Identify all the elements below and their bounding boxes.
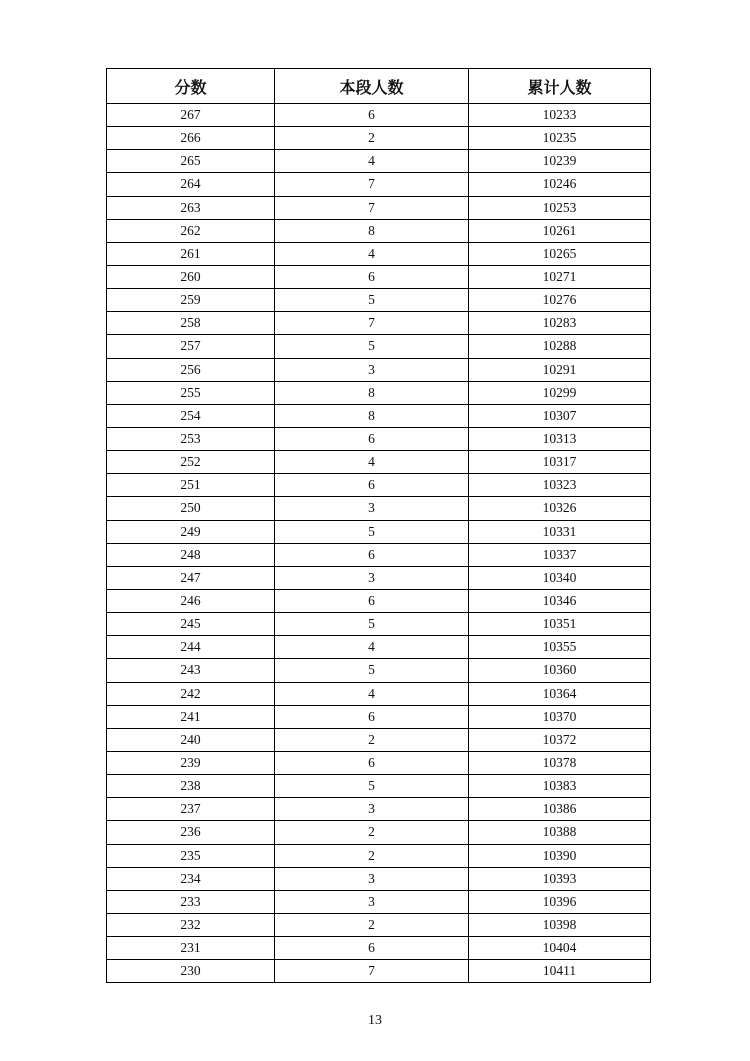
segment-count-cell: 4 (275, 636, 469, 659)
score-cell: 256 (107, 358, 275, 381)
cumulative-count-cell: 10393 (469, 867, 651, 890)
table-row (107, 543, 651, 566)
score-cell: 244 (107, 636, 275, 659)
cumulative-count-cell: 10288 (469, 335, 651, 358)
segment-count-cell: 2 (275, 127, 469, 150)
table-row (107, 520, 651, 543)
cumulative-count-cell: 10370 (469, 705, 651, 728)
segment-count-cell: 6 (275, 543, 469, 566)
segment-count-cell: 6 (275, 427, 469, 450)
cumulative-count-cell: 10233 (469, 104, 651, 127)
cumulative-count-cell: 10340 (469, 566, 651, 589)
cumulative-count-cell: 10265 (469, 242, 651, 265)
cumulative-count-cell: 10378 (469, 751, 651, 774)
segment-count-cell: 2 (275, 728, 469, 751)
score-cell: 234 (107, 867, 275, 890)
score-cell: 233 (107, 890, 275, 913)
segment-count-cell: 6 (275, 589, 469, 612)
cumulative-count-cell: 10239 (469, 150, 651, 173)
score-cell: 250 (107, 497, 275, 520)
table-header-row (107, 69, 651, 104)
cumulative-count-cell: 10364 (469, 682, 651, 705)
cumulative-count-cell: 10388 (469, 821, 651, 844)
segment-count-cell: 8 (275, 219, 469, 242)
table-row (107, 219, 651, 242)
segment-count-cell: 6 (275, 474, 469, 497)
score-cell: 246 (107, 589, 275, 612)
cumulative-count-cell: 10299 (469, 381, 651, 404)
table-row (107, 427, 651, 450)
table-row (107, 751, 651, 774)
table-row (107, 358, 651, 381)
cumulative-count-cell: 10337 (469, 543, 651, 566)
table-row (107, 474, 651, 497)
table-row (107, 844, 651, 867)
score-cell: 240 (107, 728, 275, 751)
score-cell: 254 (107, 404, 275, 427)
cumulative-count-cell: 10307 (469, 404, 651, 427)
score-cell: 266 (107, 127, 275, 150)
cumulative-count-cell: 10271 (469, 265, 651, 288)
segment-count-cell: 4 (275, 451, 469, 474)
cumulative-count-cell: 10372 (469, 728, 651, 751)
table-row (107, 127, 651, 150)
table-row (107, 682, 651, 705)
score-cell: 265 (107, 150, 275, 173)
cumulative-count-cell: 10383 (469, 775, 651, 798)
cumulative-count-cell: 10261 (469, 219, 651, 242)
score-cell: 239 (107, 751, 275, 774)
table-row (107, 312, 651, 335)
table-row (107, 613, 651, 636)
segment-count-cell: 5 (275, 289, 469, 312)
table-row (107, 798, 651, 821)
score-cell: 231 (107, 937, 275, 960)
table-row (107, 890, 651, 913)
segment-count-cell: 7 (275, 173, 469, 196)
table-row (107, 821, 651, 844)
score-cell: 236 (107, 821, 275, 844)
table-row (107, 335, 651, 358)
segment-count-cell: 2 (275, 844, 469, 867)
segment-count-cell: 5 (275, 775, 469, 798)
segment-count-cell: 7 (275, 312, 469, 335)
score-cell: 247 (107, 566, 275, 589)
table-row (107, 728, 651, 751)
header-score: 分数 (107, 69, 275, 104)
score-cell: 232 (107, 913, 275, 936)
segment-count-cell: 6 (275, 265, 469, 288)
score-cell: 255 (107, 381, 275, 404)
table-row (107, 566, 651, 589)
score-cell: 263 (107, 196, 275, 219)
table-row (107, 775, 651, 798)
table-row (107, 636, 651, 659)
cumulative-count-cell: 10235 (469, 127, 651, 150)
table-row (107, 867, 651, 890)
cumulative-count-cell: 10360 (469, 659, 651, 682)
table-row (107, 404, 651, 427)
table-row (107, 659, 651, 682)
table-row (107, 242, 651, 265)
cumulative-count-cell: 10346 (469, 589, 651, 612)
segment-count-cell: 7 (275, 960, 469, 983)
cumulative-count-cell: 10404 (469, 937, 651, 960)
score-cell: 264 (107, 173, 275, 196)
score-cell: 245 (107, 613, 275, 636)
score-cell: 260 (107, 265, 275, 288)
score-cell: 267 (107, 104, 275, 127)
segment-count-cell: 5 (275, 613, 469, 636)
cumulative-count-cell: 10291 (469, 358, 651, 381)
table-row (107, 705, 651, 728)
cumulative-count-cell: 10355 (469, 636, 651, 659)
cumulative-count-cell: 10283 (469, 312, 651, 335)
table-row (107, 381, 651, 404)
table-row (107, 497, 651, 520)
segment-count-cell: 5 (275, 335, 469, 358)
table-row (107, 937, 651, 960)
score-cell: 235 (107, 844, 275, 867)
table-row (107, 960, 651, 983)
table-row (107, 589, 651, 612)
score-cell: 249 (107, 520, 275, 543)
score-cell: 253 (107, 427, 275, 450)
score-cell: 237 (107, 798, 275, 821)
score-cell: 243 (107, 659, 275, 682)
cumulative-count-cell: 10411 (469, 960, 651, 983)
table-row (107, 451, 651, 474)
segment-count-cell: 3 (275, 867, 469, 890)
score-cell: 261 (107, 242, 275, 265)
table-body (107, 104, 651, 983)
segment-count-cell: 7 (275, 196, 469, 219)
segment-count-cell: 3 (275, 798, 469, 821)
score-cell: 252 (107, 451, 275, 474)
cumulative-count-cell: 10398 (469, 913, 651, 936)
segment-count-cell: 6 (275, 104, 469, 127)
cumulative-count-cell: 10313 (469, 427, 651, 450)
table-row (107, 104, 651, 127)
score-cell: 248 (107, 543, 275, 566)
table-row (107, 150, 651, 173)
segment-count-cell: 6 (275, 937, 469, 960)
cumulative-count-cell: 10326 (469, 497, 651, 520)
cumulative-count-cell: 10317 (469, 451, 651, 474)
cumulative-count-cell: 10396 (469, 890, 651, 913)
score-cell: 251 (107, 474, 275, 497)
score-cell: 257 (107, 335, 275, 358)
cumulative-count-cell: 10331 (469, 520, 651, 543)
score-cell: 262 (107, 219, 275, 242)
cumulative-count-cell: 10276 (469, 289, 651, 312)
cumulative-count-cell: 10253 (469, 196, 651, 219)
segment-count-cell: 3 (275, 890, 469, 913)
table-row (107, 289, 651, 312)
segment-count-cell: 4 (275, 150, 469, 173)
cumulative-count-cell: 10386 (469, 798, 651, 821)
segment-count-cell: 2 (275, 913, 469, 936)
segment-count-cell: 3 (275, 497, 469, 520)
segment-count-cell: 4 (275, 242, 469, 265)
header-cumulative-count: 累计人数 (469, 69, 651, 104)
segment-count-cell: 6 (275, 705, 469, 728)
score-cell: 259 (107, 289, 275, 312)
header-segment-count: 本段人数 (275, 69, 469, 104)
segment-count-cell: 3 (275, 566, 469, 589)
segment-count-cell: 5 (275, 520, 469, 543)
table-row (107, 913, 651, 936)
segment-count-cell: 2 (275, 821, 469, 844)
segment-count-cell: 5 (275, 659, 469, 682)
cumulative-count-cell: 10351 (469, 613, 651, 636)
score-cell: 241 (107, 705, 275, 728)
table-row (107, 196, 651, 219)
segment-count-cell: 8 (275, 404, 469, 427)
score-distribution-table (106, 68, 651, 983)
cumulative-count-cell: 10246 (469, 173, 651, 196)
score-cell: 242 (107, 682, 275, 705)
cumulative-count-cell: 10390 (469, 844, 651, 867)
cumulative-count-cell: 10323 (469, 474, 651, 497)
segment-count-cell: 4 (275, 682, 469, 705)
score-cell: 230 (107, 960, 275, 983)
score-cell: 258 (107, 312, 275, 335)
table-row (107, 173, 651, 196)
page-number: 13 (368, 1013, 382, 1028)
score-cell: 238 (107, 775, 275, 798)
segment-count-cell: 8 (275, 381, 469, 404)
segment-count-cell: 6 (275, 751, 469, 774)
segment-count-cell: 3 (275, 358, 469, 381)
table-row (107, 265, 651, 288)
